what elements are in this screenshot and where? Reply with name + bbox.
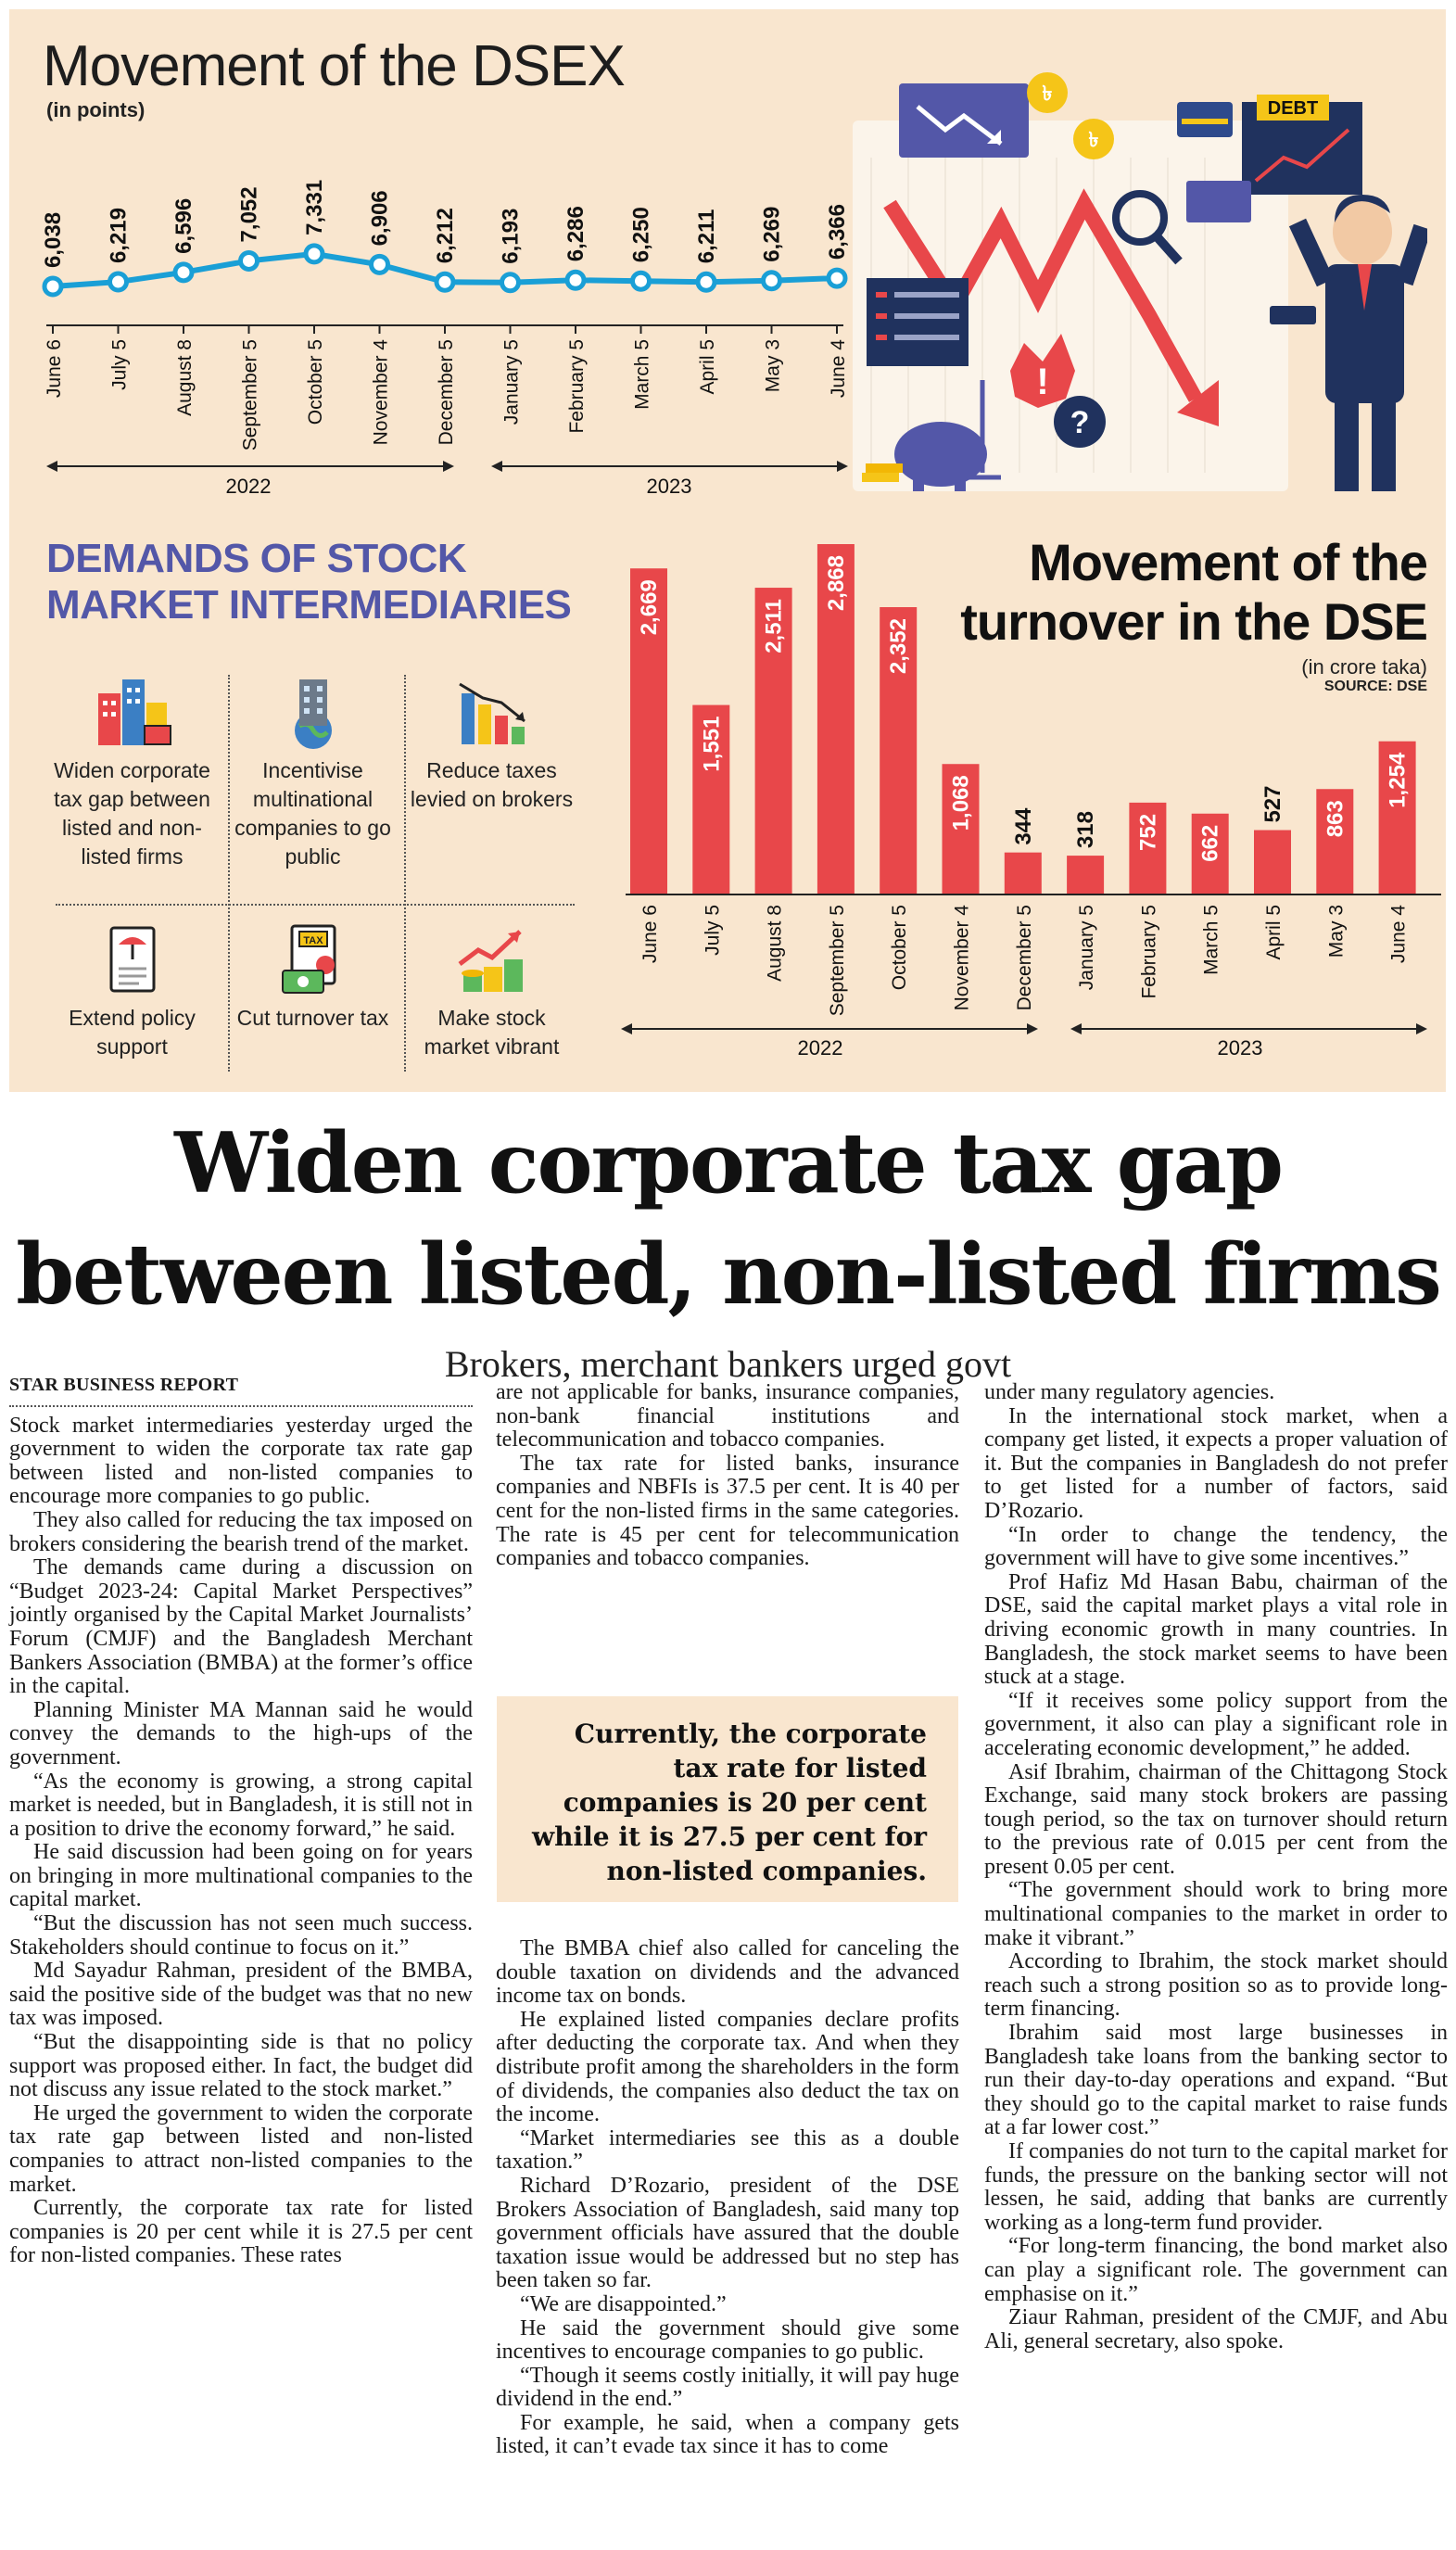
turnover-tick-label: January 5 (1076, 905, 1098, 991)
dsex-tick-label: September 5 (239, 339, 261, 451)
paragraph: “For long-term financing, the bond market also can play a significant role. The government can emphasise on it.” (984, 2234, 1448, 2306)
turnover-value-label: 662 (1197, 824, 1223, 862)
paragraph: Md Sayadur Rahman, president of the BMBA, said the positive side of the budget was that no new tax was imposed. (9, 1959, 473, 2031)
dsex-value-label: 7,331 (302, 179, 327, 235)
turnover-tick-label: October 5 (889, 904, 911, 991)
dsex-tick-label: June 4 (828, 339, 849, 399)
turnover-tick-label: September 5 (826, 905, 848, 1017)
dsex-chart-unit: (in points) (46, 98, 146, 121)
turnover-year-arrow-1-head-right (1027, 1023, 1038, 1034)
paragraph: For example, he said, when a company gets listed, it can’t evade tax since it has to come (496, 2410, 959, 2459)
turnover-year-arrow-2-head-right (1416, 1023, 1427, 1034)
dsex-tick-label: November 4 (370, 339, 392, 446)
demand-label: Reduce taxes levied on brokers (410, 758, 574, 811)
dsex-tick-label: March 5 (631, 339, 653, 410)
turnover-tick-label: February 5 (1138, 905, 1160, 999)
turnover-value-label: 1,254 (1385, 752, 1411, 808)
demands-title: DEMANDS OF STOCK MARKET INTERMEDIARIES (46, 536, 572, 628)
paragraph: He explained listed companies declare profits after deducting the corporate tax. And when they distribute profit among the shareholders in the form of dividends, the companies also deduct the tax on the income. (496, 2007, 959, 2127)
paragraph: He said discussion had been going on for years on bringing in more multinational companies to the capital market. (9, 1840, 473, 1912)
paragraph: Richard D’Rozario, president of the DSE Brokers Association of Bangladesh, said many top government officials have assured that the double taxation issue would be addressed but no step has been taken so far. (496, 2173, 959, 2293)
paragraph: Stock market intermediaries yesterday urged the government to widen the corporate tax rate gap between listed and non-listed companies to encourage more companies to go public. (9, 1413, 473, 1509)
paragraph: “Though it seems costly initially, it will pay huge dividend in the end.” (496, 2363, 959, 2412)
turnover-bar (1067, 856, 1104, 894)
paragraph: The tax rate for listed banks, insurance companies and NBFIs is 37.5 per cent. It is 40 per cent for the non-listed firms in the same categories. The rate is 45 per cent for telecommunication companies and tobacco companies. (496, 1451, 959, 1571)
article-column-2 (496, 1381, 959, 1571)
paragraph: “In order to change the tendency, the government will have to give some incentives.” (984, 1522, 1448, 1571)
paragraph: Ibrahim said most large businesses in Bangladesh take loans from the banking sector to run their day-to-day operations and expand. “But they should go to the capital market to raise funds at a far lower cost.” (984, 2021, 1448, 2140)
paragraph: The BMBA chief also called for canceling the double taxation on dividends and the advanced income tax on bonds. (496, 1936, 959, 2009)
paragraph: The demands came during a discussion on “Budget 2023-24: Capital Market Perspectives” jointly organised by the Capital Market Journalists’ Forum (CMJF) and the Bangladesh Merchant Bankers Association (BMBA) at the former’s office in the capital. (9, 1555, 473, 1699)
dsex-value-label: 6,906 (367, 190, 393, 247)
turnover-tick-label: August 8 (764, 905, 786, 982)
turnover-tick-label: June 6 (639, 905, 661, 964)
demand-label: Cut turnover tax (236, 1006, 389, 1030)
paragraph: “We are disappointed.” (520, 2291, 727, 2316)
dsex-value-label: 6,366 (825, 204, 850, 260)
dsex-value-label: 6,269 (759, 206, 785, 262)
dsex-value-label: 6,038 (41, 211, 66, 268)
dsex-value-label: 6,219 (106, 207, 132, 264)
dsex-tick-label: December 5 (436, 339, 457, 446)
dsex-tick-label: April 5 (697, 339, 718, 395)
paragraph: “If it receives some policy support from the government, it also can play a significant role in accelerating economic development,” he added. (984, 1688, 1448, 1760)
turnover-tick-label: June 4 (1387, 905, 1410, 964)
headline-line-2: between listed, non-listed firms (16, 1225, 1440, 1324)
dsex-value-label: 6,286 (563, 206, 589, 262)
dsex-tick-label: July 5 (108, 339, 131, 390)
demand-label: Extend policy support (69, 1006, 196, 1059)
dsex-year-label: 2022 (225, 475, 272, 498)
paragraph: “But the discussion has not seen much success. Stakeholders should continue to focus on it.” (9, 1911, 473, 1960)
headline-line-1: Widen corporate tax gap (174, 1114, 1282, 1212)
headline (0, 1108, 1456, 1330)
paragraph: “But the disappointing side is that no policy support was proposed either. In fact, the budget did not discuss any issue related to the stock market.” (9, 2030, 473, 2102)
paragraph: “Market intermediaries see this as a double taxation.” (496, 2125, 959, 2175)
turnover-value-label: 1,551 (699, 716, 725, 772)
paragraph: Ziaur Rahman, president of the CMJF, and Abu Ali, general secretary, also spoke. (984, 2305, 1448, 2353)
svg-text:!: ! (1036, 362, 1049, 402)
turnover-tick-label: April 5 (1263, 905, 1285, 960)
article-column-1 (9, 1374, 473, 2268)
turnover-value-label: 2,511 (761, 599, 787, 653)
article-column-3 (984, 1381, 1448, 2353)
dsex-tick-label: October 5 (305, 339, 326, 425)
turnover-tick-label: November 4 (951, 905, 973, 1011)
paragraph: They also called for reducing the tax imposed on brokers considering the bearish trend of the market. (9, 1507, 473, 1556)
dsex-year-label: 2023 (646, 475, 692, 498)
debt-label: DEBT (1267, 98, 1319, 119)
turnover-value-label: 527 (1260, 785, 1285, 823)
turnover-bar-chart (9, 9, 1446, 1092)
paragraph: Currently, the corporate tax rate for listed companies is 20 per cent while it is 27.5 per cent for non-listed companies. These rates (9, 2196, 473, 2268)
turnover-chart-unit: (in crore taka) (1301, 655, 1427, 679)
pull-quote: Currently, the corporate tax rate for listed companies is 20 per cent while it is 27.5 per cent for non-listed companies. (497, 1696, 958, 1902)
paragraph: under many regulatory agencies. (984, 1380, 1275, 1404)
article-column-2-continued (496, 1937, 959, 2459)
coin-symbol-2: ৳ (1088, 129, 1099, 152)
turnover-tick-label: May 3 (1325, 905, 1348, 958)
byline: STAR BUSINESS REPORT (9, 1374, 473, 1407)
dsex-tick-label: May 3 (762, 339, 784, 393)
turnover-year-arrow-1-head-left (621, 1023, 632, 1034)
paragraph: In the international stock market, when a company get listed, it expects a proper valuation of it. But the companies in Bangladesh do not prefer to get listed for a number of factors, said D’Rozario. (984, 1403, 1448, 1523)
paragraph: He urged the government to widen the corporate tax rate gap between listed and non-listed companies to attract non-listed companies to the market. (9, 2100, 473, 2197)
turnover-value-label: 2,868 (823, 555, 849, 612)
turnover-year-arrow-2-head-left (1070, 1023, 1082, 1034)
paragraph: According to Ibrahim, the stock market should reach such a strong position so as to provide long-term financing. (984, 1949, 1448, 2022)
dsex-value-label: 7,052 (236, 186, 262, 243)
paragraph: are not applicable for banks, insurance companies, non-bank financial institutions and telecommunication and tobacco companies. (496, 1380, 959, 1453)
dsex-value-label: 6,212 (433, 208, 458, 264)
dsex-value-label: 6,193 (498, 208, 524, 264)
turnover-year-label: 2023 (1217, 1036, 1263, 1059)
demand-label: Incentivise multinational companies to go public (234, 758, 391, 869)
svg-text:?: ? (1070, 405, 1090, 440)
turnover-value-label: 2,352 (886, 618, 912, 675)
turnover-tick-label: July 5 (702, 905, 724, 956)
paragraph: He said the government should give some incentives to encourage companies to go public. (496, 2315, 959, 2365)
svg-text:TAX: TAX (302, 935, 323, 946)
turnover-chart-source: SOURCE: DSE (1323, 679, 1427, 694)
dsex-tick-label: August 8 (174, 339, 196, 416)
dsex-tick-label: January 5 (500, 339, 523, 425)
demand-label: Make stock market vibrant (424, 1006, 560, 1059)
subheadline: Brokers, merchant bankers urged govt (444, 1343, 1012, 1385)
dsex-value-label: 6,596 (171, 197, 196, 254)
paragraph: If companies do not turn to the capital market for funds, the pressure on the banking sector will not lessen, he said, adding that banks are currently working as a long-term fund provider. (984, 2139, 1448, 2235)
infographic-panel (9, 9, 1446, 1092)
turnover-bar (1005, 853, 1042, 894)
turnover-year-label: 2022 (797, 1036, 843, 1059)
turnover-value-label: 1,068 (948, 775, 974, 831)
dsex-tick-label: June 6 (44, 339, 65, 399)
turnover-value-label: 863 (1323, 800, 1348, 838)
paragraph: “As the economy is growing, a strong capital market is needed, but in Bangladesh, it is still not in a position to drive the economy forward,” he said. (9, 1769, 473, 1841)
paragraph: Planning Minister MA Mannan said he would convey the demands to the high-ups of the government. (9, 1697, 473, 1770)
turnover-value-label: 2,669 (637, 579, 662, 636)
dsex-chart-title: Movement of the DSEX (43, 34, 625, 98)
coin-symbol: ৳ (1042, 82, 1053, 106)
paragraph: Prof Hafiz Md Hasan Babu, chairman of the DSE, said the capital market plays a vital role in driving economic growth in many countries. In Bangladesh, the stock market seems to have been stuck at a stage. (984, 1569, 1448, 1690)
turnover-tick-label: December 5 (1013, 905, 1035, 1011)
turnover-value-label: 318 (1073, 811, 1099, 849)
demand-label: Widen corporate tax gap between listed and non-listed firms (54, 758, 210, 869)
turnover-chart-title: Movement of the turnover in the DSE (960, 533, 1427, 651)
paragraph: Asif Ibrahim, chairman of the Chittagong Stock Exchange, said many stock brokers are passing tough period, so the tax on turnover should return to the previous rate of 0.015 per cent from the present 0.05 per cent. (984, 1759, 1448, 1879)
dsex-tick-label: February 5 (566, 339, 588, 434)
turnover-value-label: 752 (1135, 813, 1161, 851)
dsex-value-label: 6,211 (694, 209, 719, 264)
turnover-bar (1254, 831, 1291, 894)
turnover-tick-label: March 5 (1200, 905, 1222, 975)
paragraph: “The government should work to bring more multinational companies to the market in order to make it vibrant.” (984, 1878, 1448, 1950)
dsex-value-label: 6,250 (628, 207, 654, 263)
turnover-value-label: 344 (1010, 807, 1036, 845)
